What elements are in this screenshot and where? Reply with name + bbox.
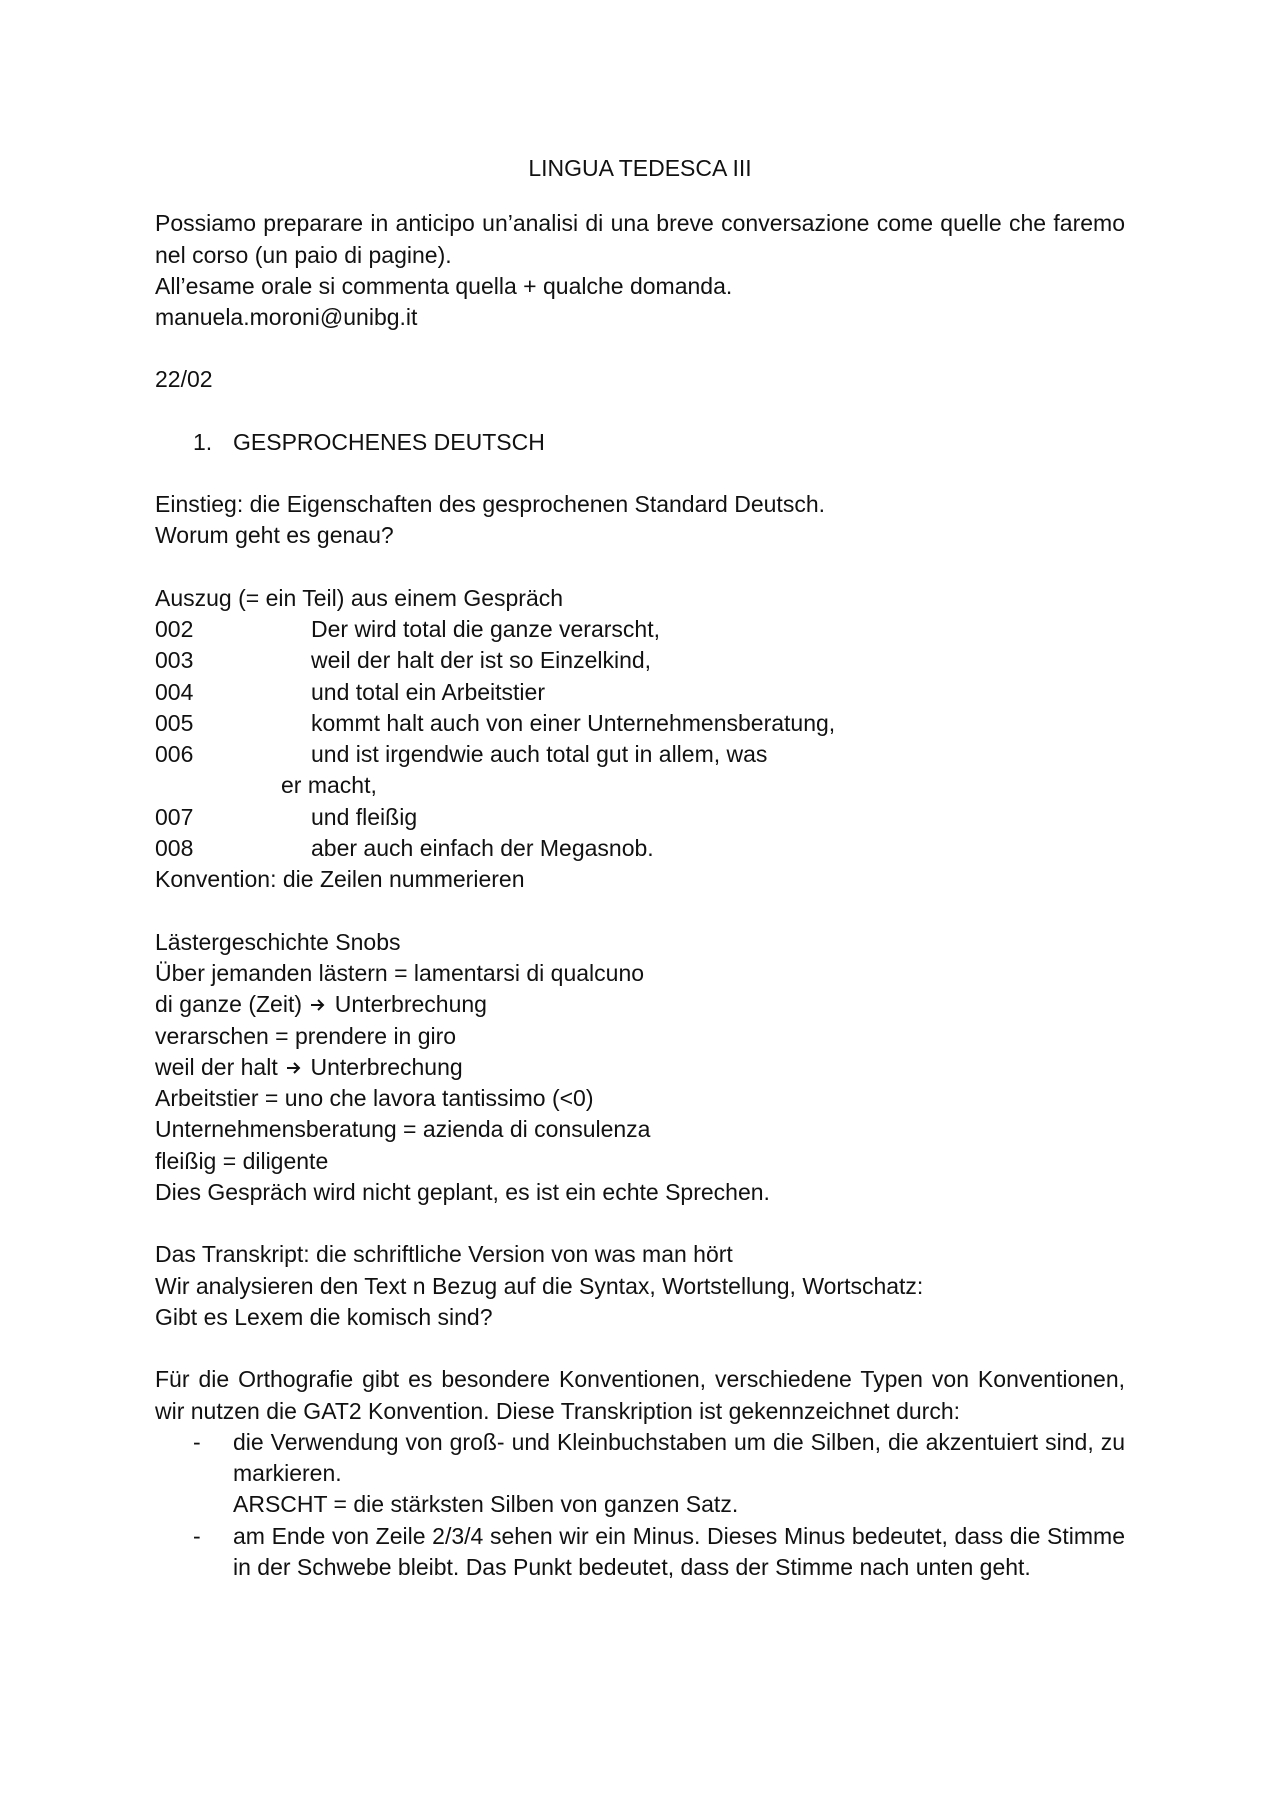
section-number: 1. (193, 428, 213, 455)
line-text: und fleißig (311, 803, 418, 830)
line-text: weil der halt der ist so Einzelkind, (311, 647, 652, 674)
einstieg-line: Einstieg: die Eigenschaften des gesprochenen Standard Deutsch. (155, 491, 825, 518)
bullet-dash: - (193, 1522, 201, 1549)
page-title: LINGUA TEDESCA III (528, 155, 752, 181)
orthography-paragraph: Für die Orthografie gibt es besondere Konventionen, verschiedene Typen von Konventionen, wir nutzen die GAT2 Konvention. Diese Transkription ist gekennzeichnet durch: (155, 1366, 1125, 1424)
vocab-heading: Lästergeschichte Snobs (155, 928, 401, 955)
vocab-line: verarschen = prendere in giro (155, 1022, 457, 1049)
line-number: 007 (155, 803, 194, 830)
vocabulary-block (155, 927, 1125, 1209)
lesson-date: 22/02 (155, 366, 213, 393)
spacer (155, 1208, 1125, 1239)
vocab-term: weil der halt (155, 1053, 278, 1080)
transcript-line (155, 802, 1125, 833)
vocab-line (155, 989, 1125, 1020)
transcript-line (155, 645, 1125, 676)
excerpt-title: Auszug (= ein Teil) aus einem Gespräch (155, 584, 564, 611)
section-heading (155, 427, 1125, 458)
transcript-line (155, 708, 1125, 739)
transcript-definition: Das Transkript: die schriftliche Version von was man hört (155, 1241, 733, 1268)
spacer (155, 458, 1125, 489)
vocab-line: fleißig = diligente (155, 1147, 329, 1174)
transcript-line (155, 739, 1125, 770)
bullet-item (155, 1521, 1125, 1584)
line-text: und ist irgendwie auch total gut in allem, was (311, 741, 768, 768)
vocab-line: Unternehmensberatung = azienda di consulenza (155, 1116, 651, 1143)
spacer (155, 333, 1125, 364)
bullet-text-block (233, 1427, 1125, 1521)
arrow-right-icon (310, 989, 326, 1020)
vocab-line: Arbeitstier = uno che lavora tantissimo (<0) (155, 1085, 594, 1112)
bullet-item (155, 1427, 1125, 1521)
bullet-text: am Ende von Zeile 2/3/4 sehen wir ein Minus. Dieses Minus bedeutet, dass die Stimme in der Schwebe bleibt. Das Punkt bedeutet, dass der Stimme nach unten geht. (233, 1522, 1125, 1580)
bullet-subtext: ARSCHT = die stärksten Silben von ganzen Satz. (233, 1491, 739, 1518)
question-line: Gibt es Lexem die komisch sind? (155, 1303, 493, 1330)
transcript-line (155, 614, 1125, 645)
spacer (155, 896, 1125, 927)
transcript-line (155, 833, 1125, 864)
line-number: 003 (155, 647, 194, 674)
line-text: kommt halt auch von einer Unternehmensberatung, (311, 709, 836, 736)
vocab-meaning: Unterbrechung (334, 991, 487, 1018)
vocab-line: Dies Gespräch wird nicht geplant, es ist ein echte Sprechen. (155, 1179, 770, 1206)
line-text: aber auch einfach der Megasnob. (311, 835, 654, 862)
analysis-line: Wir analysieren den Text n Bezug auf die Syntax, Wortstellung, Wortschatz: (155, 1272, 924, 1299)
spacer (155, 1333, 1125, 1364)
spacer (155, 396, 1125, 427)
vocab-line: Über jemanden lästern = lamentarsi di qualcuno (155, 959, 645, 986)
question-line: Worum geht es genau? (155, 522, 394, 549)
contact-email: manuela.moroni@unibg.it (155, 304, 418, 331)
line-text: Der wird total die ganze verarscht, (311, 615, 660, 642)
intro-paragraph: Possiamo preparare in anticipo un’analisi di una breve conversazione come quelle che faremo nel corso (un paio di pagine). (155, 210, 1125, 268)
intro-exam-line: All’esame orale si commenta quella + qualche domanda. (155, 272, 733, 299)
vocab-meaning: Unterbrechung (310, 1053, 463, 1080)
line-number: 008 (155, 835, 194, 862)
section-title: GESPROCHENES DEUTSCH (233, 428, 545, 455)
bullet-dash: - (193, 1428, 201, 1455)
line-number: 006 (155, 741, 194, 768)
line-text: und total ein Arbeitstier (311, 678, 545, 705)
transcript-line (155, 677, 1125, 708)
line-number: 005 (155, 709, 194, 736)
convention-note: Konvention: die Zeilen nummerieren (155, 866, 525, 893)
line-number: 002 (155, 615, 194, 642)
vocab-line (155, 1052, 1125, 1083)
spacer (155, 552, 1125, 583)
bullet-text: die Verwendung von groß- und Kleinbuchstaben um die Silben, die akzentuiert sind, zu markieren. (233, 1428, 1125, 1487)
transcript-continuation: er macht, (281, 772, 377, 799)
vocab-term: di ganze (Zeit) (155, 991, 303, 1018)
transcript-block (155, 614, 1125, 864)
line-number: 004 (155, 678, 194, 705)
arrow-right-icon (286, 1052, 302, 1083)
